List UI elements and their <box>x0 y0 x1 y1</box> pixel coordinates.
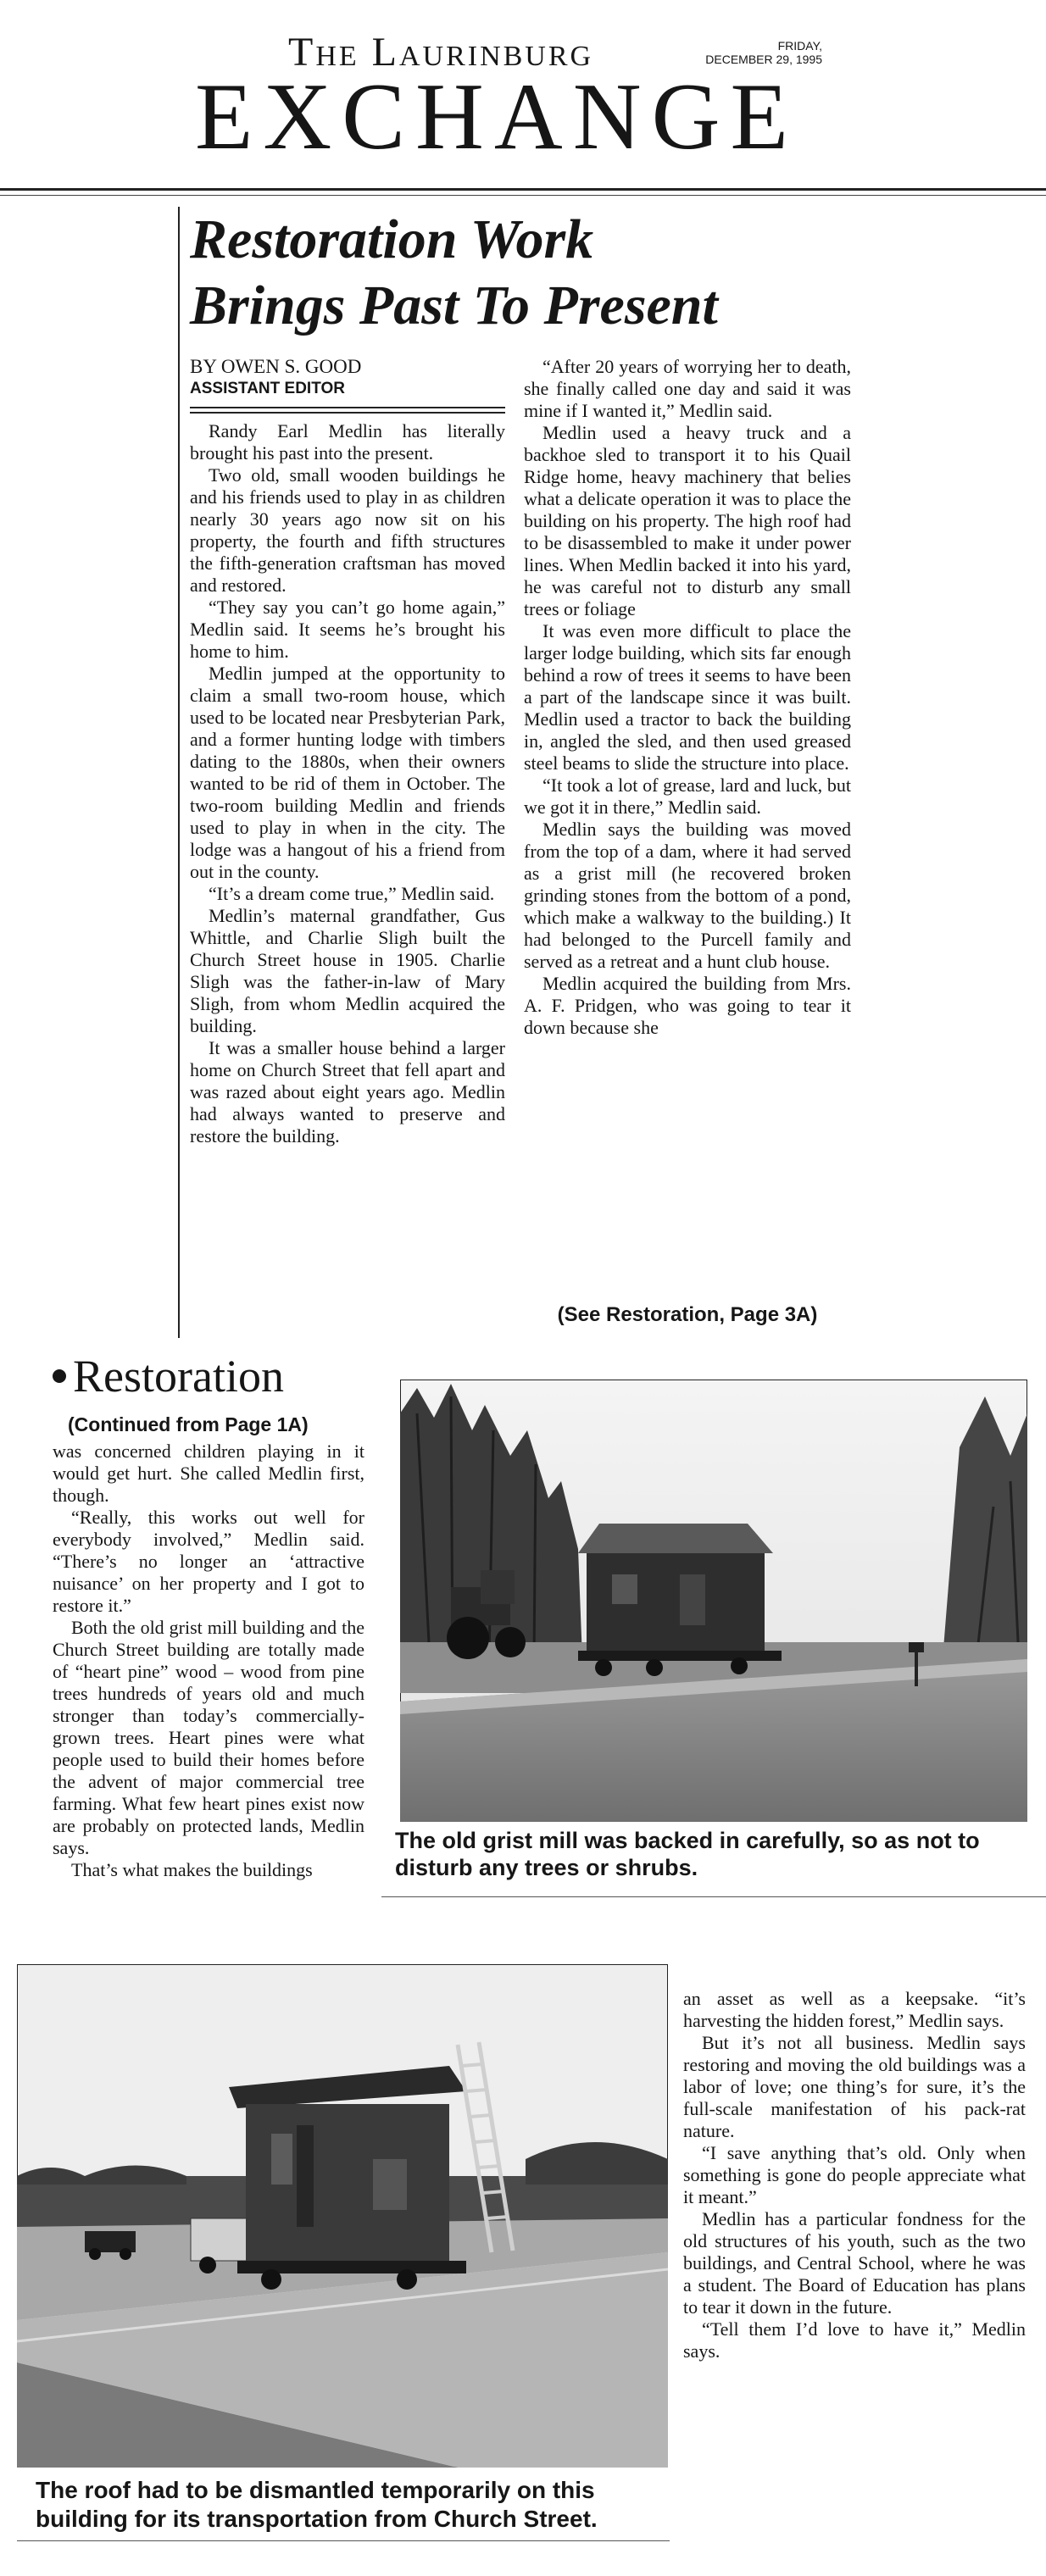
continuation-column-1 <box>53 1441 364 1881</box>
paragraph: an asset as well as a keepsake. “it’s harvesting the hidden forest,” Medlin says. <box>683 1988 1026 2031</box>
paragraph: was concerned children playing in it would get hurt. She called Medlin first, though. <box>53 1441 364 1506</box>
masthead-name: EXCHANGE <box>195 64 798 169</box>
paragraph: Medlin’s maternal grandfather, Gus Whittle, and Charlie Sligh built the Church Street house in 1905. Charlie Sligh was the father-in-law of Mary Sligh, from whom Medlin acquired the building. <box>190 905 505 1036</box>
paragraph: “After 20 years of worrying her to death, she finally called one day and said it was mine if I wanted it,” Medlin said. <box>524 356 851 421</box>
paragraph: It was a smaller house behind a larger home on Church Street that fell apart and was razed about eight years ago. Medlin had always wanted to preserve and restore the building. <box>190 1037 505 1146</box>
headline <box>190 207 868 339</box>
church-street-building-photo <box>17 1964 668 2468</box>
paragraph: But it’s not all business. Medlin says restoring and moving the old buildings was a labor of love; one thing’s for sure, it’s the full-scale manifestation of his pack-rat nature. <box>683 2032 1026 2141</box>
paragraph: Randy Earl Medlin has literally brought his past into the present. <box>190 420 505 464</box>
paragraph: Medlin has a particular fondness for the old structures of his youth, such as the two buildings, and Central School, where he was a student. The Board of Education has plans to tear it down in the future. <box>683 2208 1026 2318</box>
masthead-top-line: The Laurinburg <box>288 30 594 75</box>
column-divider <box>178 207 180 1338</box>
paragraph: Medlin jumped at the opportunity to claim a small two-room house, which used to be located near Presbyterian Park, and a former hunting lodge with timbers dating to the 1880s, when their owners wanted to be rid of them in October. The two-room building Medlin and friends used to play in when in the city. The lodge was a hangout of his a friend from out in the county. <box>190 663 505 882</box>
article-column-2 <box>524 356 851 1039</box>
headline-line-1: Restoration Work <box>190 208 594 270</box>
caption-rule <box>17 2540 670 2541</box>
paragraph: Two old, small wooden buildings he and his friends used to play in as children nearly 30 years ago now sit on his property, the fourth and fifth structures the fifth-generation craftsman has moved and restored. <box>190 464 505 596</box>
paragraph: Both the old grist mill building and the Church Street building are totally made of “heart pine” wood – wood from pine trees hundreds of years old and much stronger than today’s commercially-grown trees. Heart pines were what people used to build their homes before the advent of major commercial tree farming. What few heart pines exist now are probably on protected lands, Medlin says. <box>53 1617 364 1858</box>
masthead-rule-thin <box>0 195 1046 196</box>
byline: BY OWEN S. GOOD <box>190 356 362 377</box>
continuation-heading-text: Restoration <box>73 1351 284 1402</box>
bullet-icon <box>53 1369 66 1383</box>
caption-rule <box>381 1896 1046 1897</box>
paragraph: Medlin used a heavy truck and a backhoe sled to transport it to his Quail Ridge home, heavy machinery that belies what a delicate operation it was to place the building on his property. The high roof had to be disassembled to make it under power lines. When Medlin backed it into his yard, he was careful not to disturb any small trees or foliage <box>524 422 851 619</box>
continuation-column-2 <box>683 1988 1026 2362</box>
paragraph: Medlin acquired the building from Mrs. A. F. Pridgen, who was going to tear it down because she <box>524 973 851 1038</box>
photo-caption-1: The old grist mill was backed in carefully, so as not to disturb any trees or shrubs. <box>395 1828 980 1880</box>
paragraph: “Really, this works out well for everybody involved,” Medlin said. “There’s no longer an ‘attractive nuisance’ on her property and I got to restore it.” <box>53 1507 364 1616</box>
paragraph: “It took a lot of grease, lard and luck, but we got it in there,” Medlin said. <box>524 774 851 818</box>
continuation-subhead: (Continued from Page 1A) <box>68 1413 309 1435</box>
jump-line: (See Restoration, Page 3A) <box>557 1303 818 1326</box>
paragraph: It was even more difficult to place the larger lodge building, which sits far enough behind a row of trees it seems to have been a part of the landscape since it was built. Medlin used a tractor to back the building in, angled the sled, and then used greased steel beams to slide the structure into place. <box>524 620 851 774</box>
paragraph: “They say you can’t go home again,” Medlin said. It seems he’s brought his home to him. <box>190 597 505 662</box>
article-column-1 <box>190 420 505 1147</box>
paragraph: That’s what makes the buildings <box>71 1859 313 1880</box>
paragraph: Medlin says the building was moved from the top of a dam, where it had served as a grist mill (he recovered broken grinding stones from the bottom of a pond, which make a walkway to the building.) It had belonged to the Purcell family and served as a retreat and a hunt club house. <box>524 819 851 972</box>
paragraph: “It’s a dream come true,” Medlin said. <box>209 883 495 904</box>
paragraph: “Tell them I’d love to have it,” Medlin says. <box>683 2318 1026 2362</box>
paragraph: “I save anything that’s old. Only when something is gone do people appreciate what it meant.” <box>683 2142 1026 2207</box>
byline-rule-thin <box>190 412 505 414</box>
grist-mill-photo <box>400 1380 1027 1822</box>
photo-caption-2: The roof had to be dismantled temporarily on this building for its transportation from Church Street. <box>36 2477 598 2532</box>
issue-day: FRIDAY, <box>777 39 822 53</box>
byline-rule <box>190 407 505 408</box>
issue-date <box>695 39 822 66</box>
issue-date-text: DECEMBER 29, 1995 <box>705 53 822 66</box>
continuation-heading <box>53 1351 284 1402</box>
masthead-rule <box>0 188 1046 191</box>
headline-line-2: Brings Past To Present <box>190 275 718 336</box>
byline-title: ASSISTANT EDITOR <box>190 380 345 397</box>
